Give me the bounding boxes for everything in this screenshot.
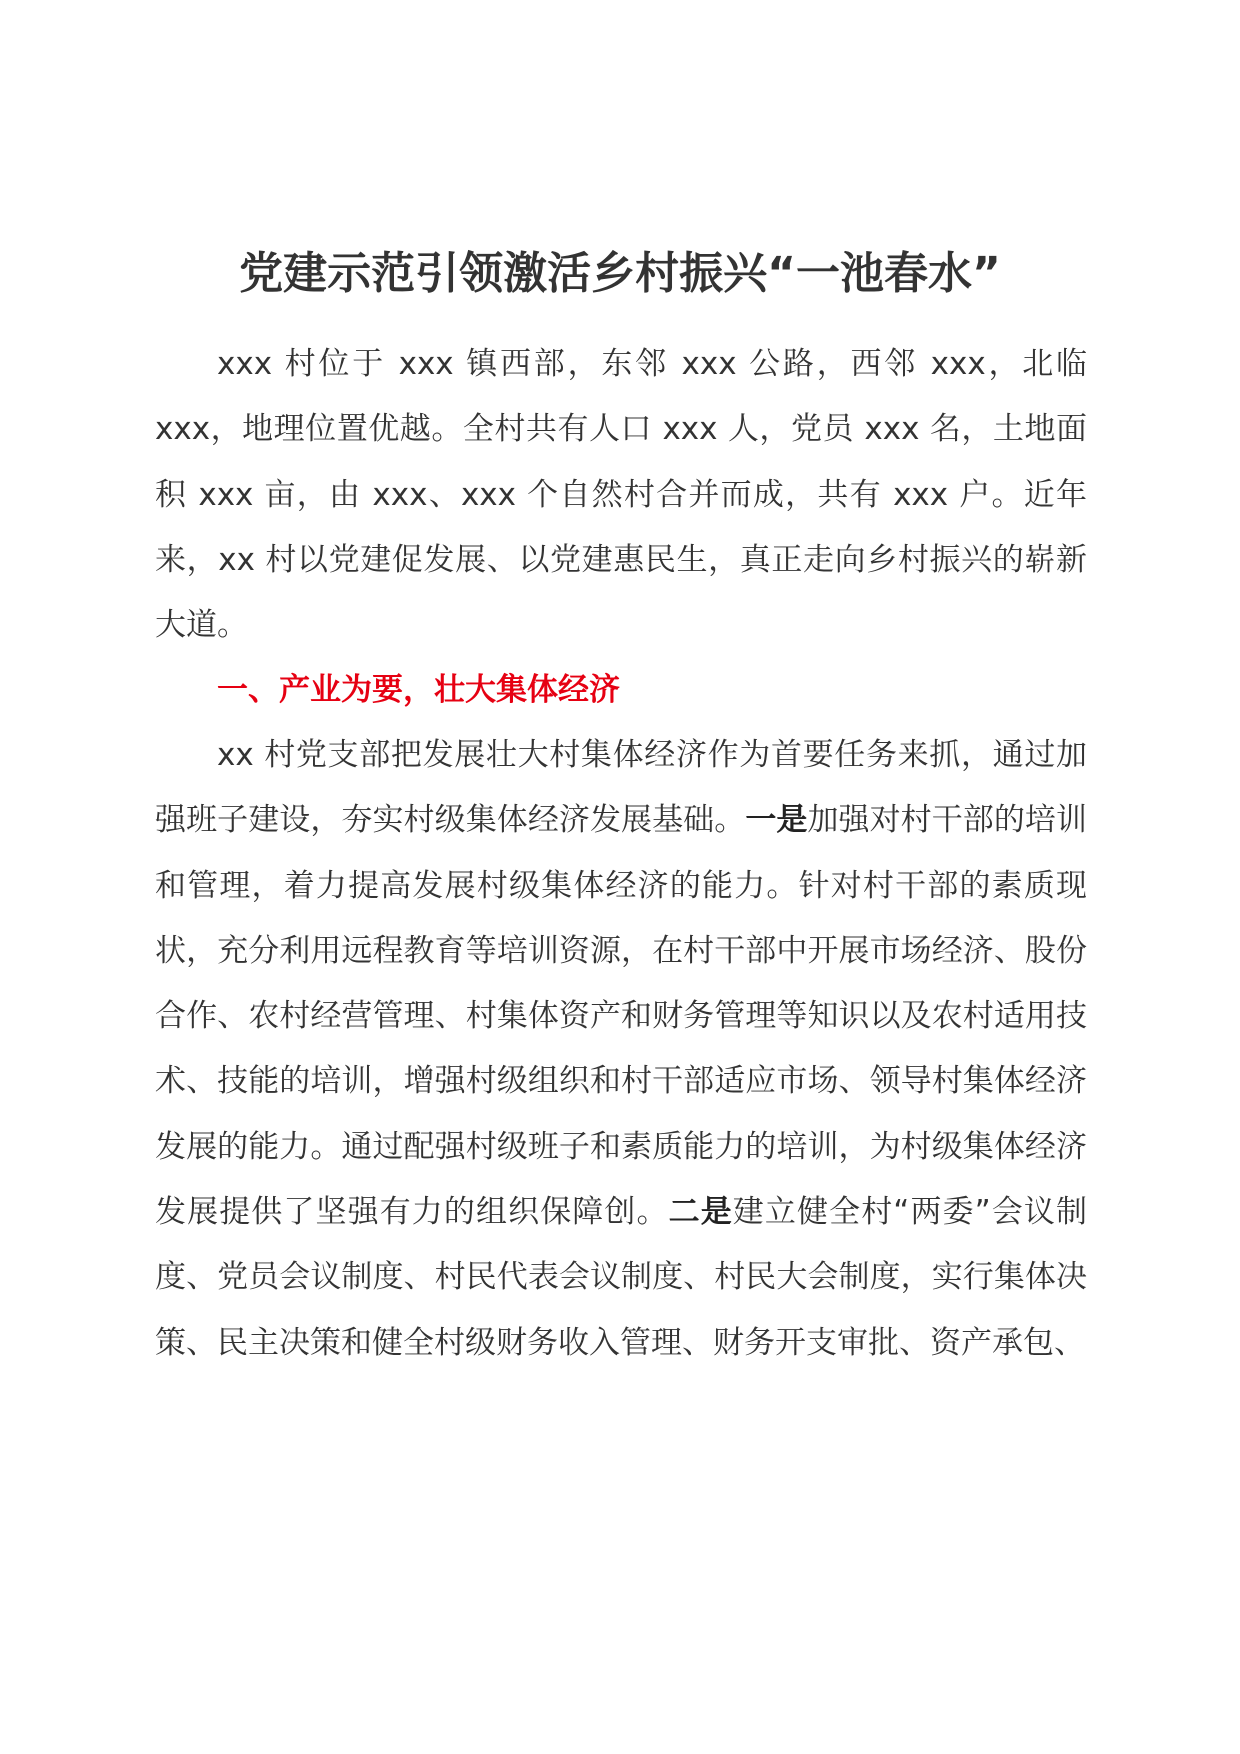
emphasis-first: 一是 — [745, 802, 808, 839]
document-title: 党建示范引领激活乡村振兴“一池春水” — [239, 248, 1001, 299]
paragraph-text: xx 村党支部把发展壮大村集体经济作为首要任务来抓，通过加强班子建设，夯实村级集体经济发展基础。 — [155, 737, 1087, 839]
paragraph-text: 加强对村干部的培训和管理，着力提高发展村级集体经济的能力。针对村干部的素质现状，充分利用远程教育等培训资源，在村干部中开展市场经济、股份合作、农村经营管理、村集体资产和财务管理等知识以及农村适用技术、技能的培训，增强村级组织和村干部适应市场、领导村集体经济发展的能力。通过配强村级班子和素质能力的培训，为村级集体经济发展提供了坚强有力的组织保障创。 — [155, 802, 1088, 1231]
intro-paragraph: xxx 村位于 xxx 镇西部，东邻 xxx 公路，西邻 xxx，北临 xxx，地理位置优越。全村共有人口 xxx 人，党员 xxx 名，土地面积 xxx 亩，由 xxx、xxx 个自然村合并而成，共有 xxx 户。近年来，xx 村以党建促发展、以党建惠民生，真正走向乡村振兴的崭新大道。 — [155, 346, 1087, 644]
section-heading-1: 一、产业为要，壮大集体经济 — [217, 672, 620, 708]
emphasis-second: 二是 — [668, 1194, 733, 1231]
section-1-paragraph — [155, 723, 1087, 1376]
paragraph-text: 建立健全村“两委”会议制度、党员会议制度、村民代表会议制度、村民大会制度，实行集体决策、民主决策和健全村级财务收入管理、财务开支审批、资产承包、 — [155, 1194, 1088, 1361]
